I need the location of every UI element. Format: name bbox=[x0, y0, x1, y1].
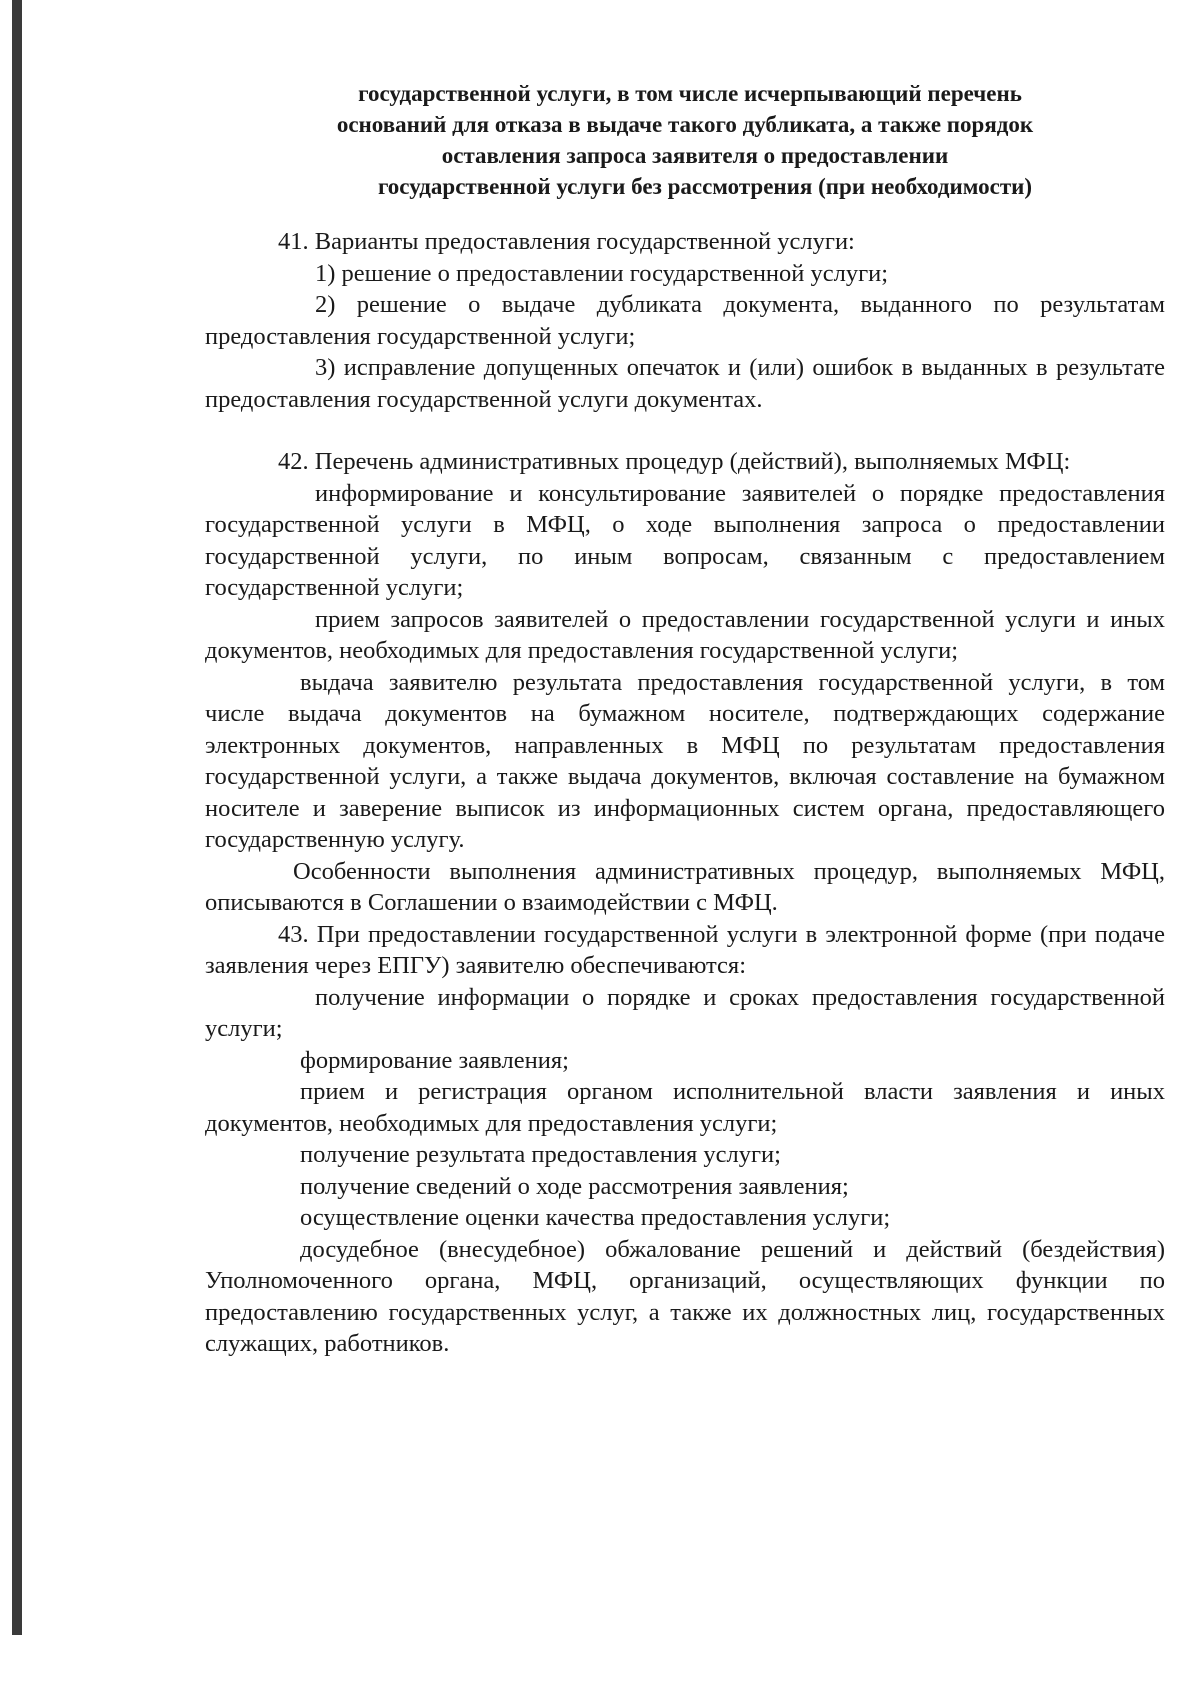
section-43-item: получение результата предоставления услуги; bbox=[300, 1141, 781, 1168]
section-42-item: выдача заявителю результата предоставления государственной услуги, в том числе выдача документов на бумажном носителе, подтверждающих содержание электронных документов, направленных в МФЦ по результатам предоставления государственной услуги, а также выдача документов, включая составление на бумажном носителе и заверение выписок из информационных систем органа, предоставляющего государственную услугу. bbox=[205, 668, 1165, 853]
heading-line: оснований для отказа в выдаче такого дубликата, а также порядок bbox=[336, 112, 1034, 137]
section-43-title: 43. При предоставлении государственной услуги в электронной форме (при подаче заявления через ЕПГУ) заявителю обеспечиваются: bbox=[205, 920, 1165, 979]
heading-line: оставления запроса заявителя о предоставлении bbox=[441, 143, 949, 168]
section-43-item: получение информации о порядке и сроках предоставления государственной услуги; bbox=[205, 983, 1165, 1042]
paragraph-gap bbox=[205, 415, 1165, 446]
section-43-item: формирование заявления; bbox=[300, 1046, 569, 1074]
scan-edge-shadow bbox=[12, 0, 22, 1635]
section-43-item: осуществление оценки качества предоставления услуги; bbox=[300, 1204, 891, 1231]
section-42-note: Особенности выполнения административных процедур, выполняемых МФЦ, описываются в Соглашении о взаимодействии с МФЦ. bbox=[205, 857, 1165, 916]
section-42-title: 42. Перечень административных процедур (действий), выполняемых МФЦ: bbox=[278, 448, 1071, 475]
section-43-item: прием и регистрация органом исполнительной власти заявления и иных документов, необходимых для предоставления услуги; bbox=[205, 1078, 1165, 1137]
section-42-item: прием запросов заявителей о предоставлении государственной услуги и иных документов, необходимых для предоставления государственной услуги; bbox=[205, 605, 1165, 664]
section-42-item: информирование и консультирование заявителей о порядке предоставления государственной услуги в МФЦ, о ходе выполнения запроса о предоставлении государственной услуги, по иным вопросам, связанным с предоставлением государственной услуги; bbox=[205, 479, 1165, 601]
section-heading bbox=[205, 78, 1165, 202]
section-41-item: 2) решение о выдаче дубликата документа, выданного по результатам предоставления государственной услуги; bbox=[205, 291, 1165, 350]
section-41-title: 41. Варианты предоставления государственной услуги: bbox=[278, 228, 855, 255]
section-41-item: 1) решение о предоставлении государственной услуги; bbox=[315, 259, 889, 287]
section-43-item: досудебное (внесудебное) обжалование решений и действий (бездействия) Уполномоченного органа, МФЦ, организаций, осуществляющих функции по предоставлению государственных услуг, а также их должностных лиц, государственных служащих, работников. bbox=[205, 1235, 1165, 1357]
document-page bbox=[205, 78, 1165, 1360]
heading-line: государственной услуги без рассмотрения (при необходимости) bbox=[377, 174, 1033, 199]
heading-line: государственной услуги, в том числе исчерпывающий перечень bbox=[358, 81, 1022, 106]
section-41-item: 3) исправление допущенных опечаток и (или) ошибок в выданных в результате предоставления государственной услуги документах. bbox=[205, 354, 1165, 413]
section-43-item: получение сведений о ходе рассмотрения заявления; bbox=[300, 1172, 849, 1200]
